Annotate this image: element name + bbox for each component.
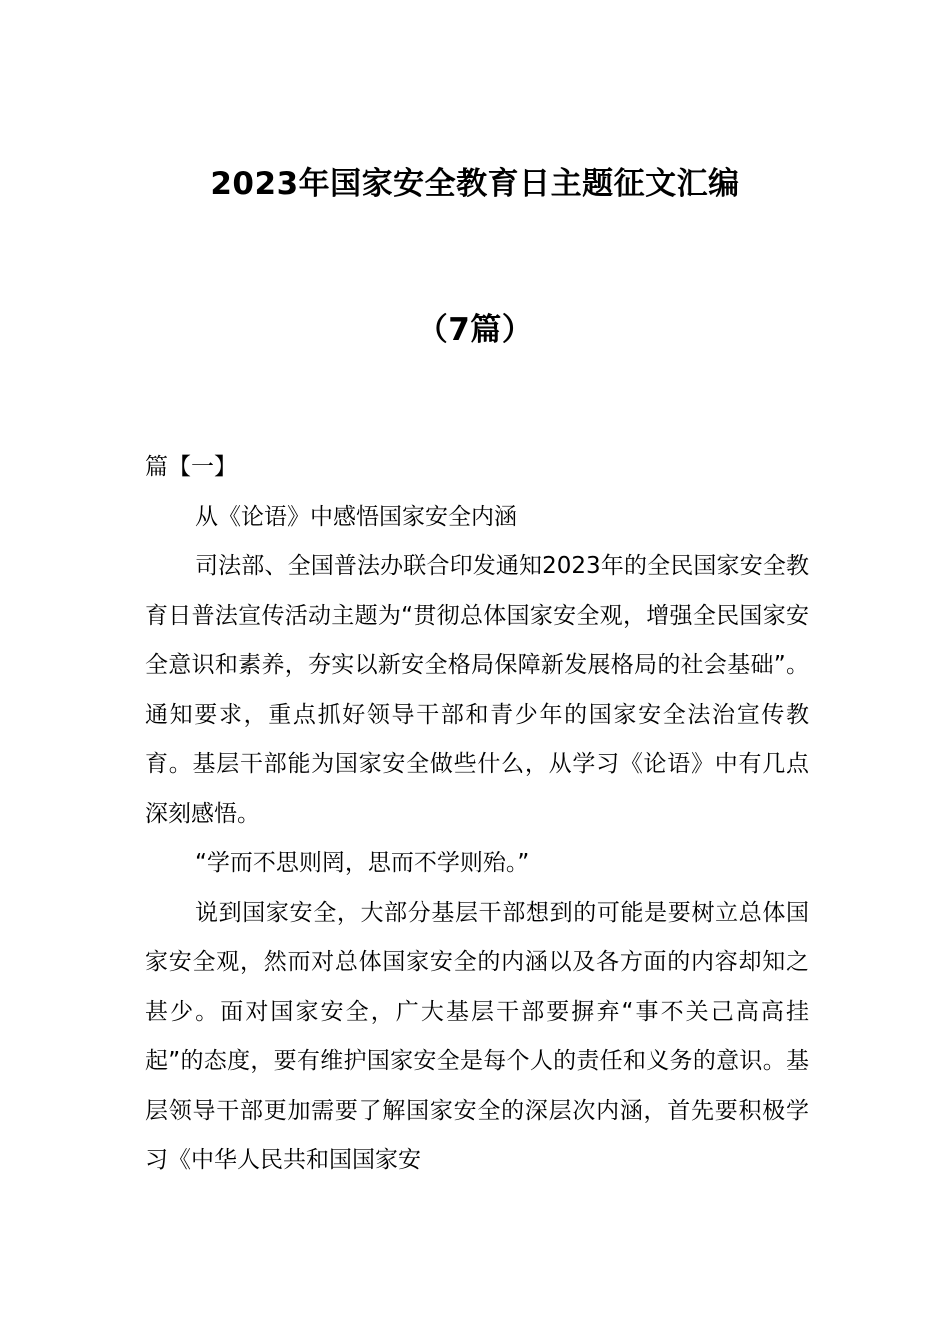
document-body — [145, 443, 809, 1186]
paragraph: 说到国家安全，大部分基层干部想到的可能是要树立总体国家安全观，然而对总体国家安全的内涵以及各方面的内容却知之甚少。面对国家安全，广大基层干部要摒弃“事不关己高高挂起”的态度，要有维护国家安全是每个人的责任和义务的意识。基层领导干部更加需要了解国家安全的深层次内涵，首先要积极学习《中华人民共和国国家安 — [145, 899, 809, 1173]
article-heading: 从《论语》中感悟国家安全内涵 — [195, 503, 517, 530]
document-subtitle: （7篇） — [416, 312, 534, 348]
document-title: 2023年国家安全教育日主题征文汇编 — [210, 166, 740, 202]
section-label: 篇【一】 — [145, 454, 237, 480]
quote-paragraph: “学而不思则罔，思而不学则殆。” — [195, 850, 530, 876]
paragraph: 司法部、全国普法办联合印发通知2023年的全民国家安全教育日普法宣传活动主题为“贯彻总体国家安全观，增强全民国家安全意识和素养，夯实以新安全格局保障新发展格局的社会基础”。通知要求，重点抓好领导干部和青少年的国家安全法治宣传教育。基层干部能为国家安全做些什么，从学习《论语》中有几点深刻感悟。 — [145, 553, 809, 827]
